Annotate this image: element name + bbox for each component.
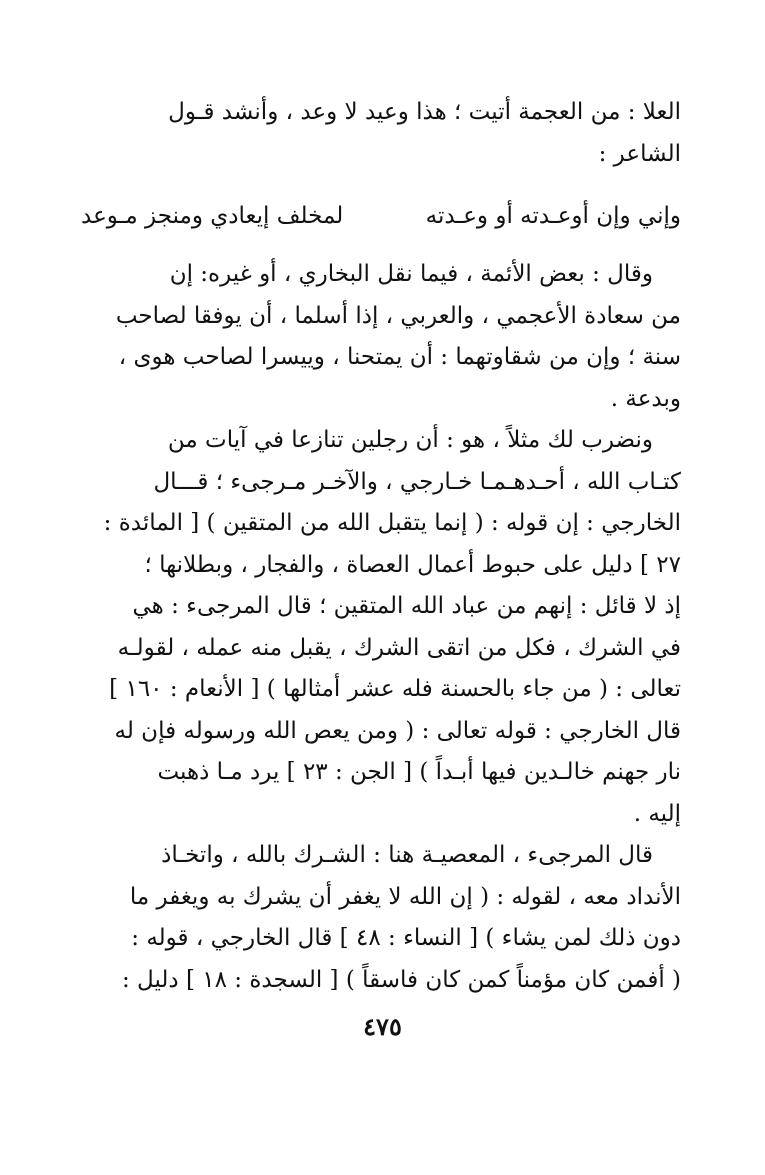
text-line: ونضرب لك مثلاً ، هو : أن رجلين تنازعا في آيات من — [167, 427, 653, 453]
paragraph-1 — [81, 92, 681, 175]
text-line: قال المرجىء ، المعصيـة هنا : الشـرك بالله ، واتخـاذ — [161, 842, 653, 868]
text-line: الأنداد معه ، لقوله : ( إن الله لا يغفر أن يشرك به ويغفر ما — [129, 883, 681, 910]
text-line: نار جهنم خالـدين فيها أبـداً ) [ الجن : ٢٣ ] يرد مـا ذهبت — [157, 759, 681, 785]
text-line: في الشرك ، فكل من اتقى الشرك ، يقبل منه عمله ، لقولـه — [117, 634, 681, 661]
verse-second-hemistich: لمخلف إيعادي ومنجز مـوعد — [81, 203, 344, 229]
text-line: قال الخارجي : قوله تعالى : ( ومن يعص الله ورسوله فإن له — [114, 717, 681, 744]
text-line: إليه . — [633, 800, 681, 827]
text-line: العلا : من العجمة أتيت ؛ هذا وعيد لا وعد ، وأنشد قـول — [168, 99, 681, 125]
text-line: ٢٧ ] دليل على حبوط أعمال العصاة ، والفجار ، وبطلانها ؛ — [144, 551, 681, 578]
text-line: من سعادة الأعجمي ، والعربي ، إذا أسلما ، أن يوفقا لصاحب — [115, 302, 681, 329]
text-line: سنة ؛ وإن من شقاوتهما : أن يمتحنا ، وييسرا لصاحب هوى ، — [118, 344, 681, 370]
paragraph-3 — [81, 420, 681, 835]
text-line: وبدعة . — [610, 385, 681, 412]
text-line: دون ذلك لمن يشاء ) [ النساء : ٤٨ ] قال الخارجي ، قوله : — [131, 925, 681, 951]
paragraph-4 — [81, 835, 681, 1001]
text-line: كتـاب الله ، أحـدهـمـا خـارجي ، والآخـر مـرجىء ؛ قـــال — [153, 468, 681, 495]
text-line: الشاعر : — [598, 140, 681, 167]
text-line: تعالى : ( من جاء بالحسنة فله عشر أمثالها ) [ الأنعام : ١٦٠ ] — [109, 676, 681, 702]
paragraph-2 — [81, 254, 681, 420]
text-line: ( أفمن كان مؤمناً كمن كان فاسقاً ) [ السجدة : ١٨ ] دليل : — [122, 966, 681, 993]
text-line: الخارجي : إن قوله : ( إنما يتقبل الله من المتقين ) [ المائدة : — [103, 510, 681, 536]
verse-first-hemistich: وإني وإن أوعـدته أو وعـدته — [425, 203, 681, 229]
text-line: إذ لا قائل : إنهم من عباد الله المتقين ؛ قال المرجىء : هي — [132, 593, 681, 619]
text-line: وقال : بعض الأئمة ، فيما نقل البخاري ، أو غيره: إن — [169, 261, 653, 287]
page-number: ٤٧٥ — [363, 1012, 402, 1041]
poetry-verse — [81, 196, 681, 238]
